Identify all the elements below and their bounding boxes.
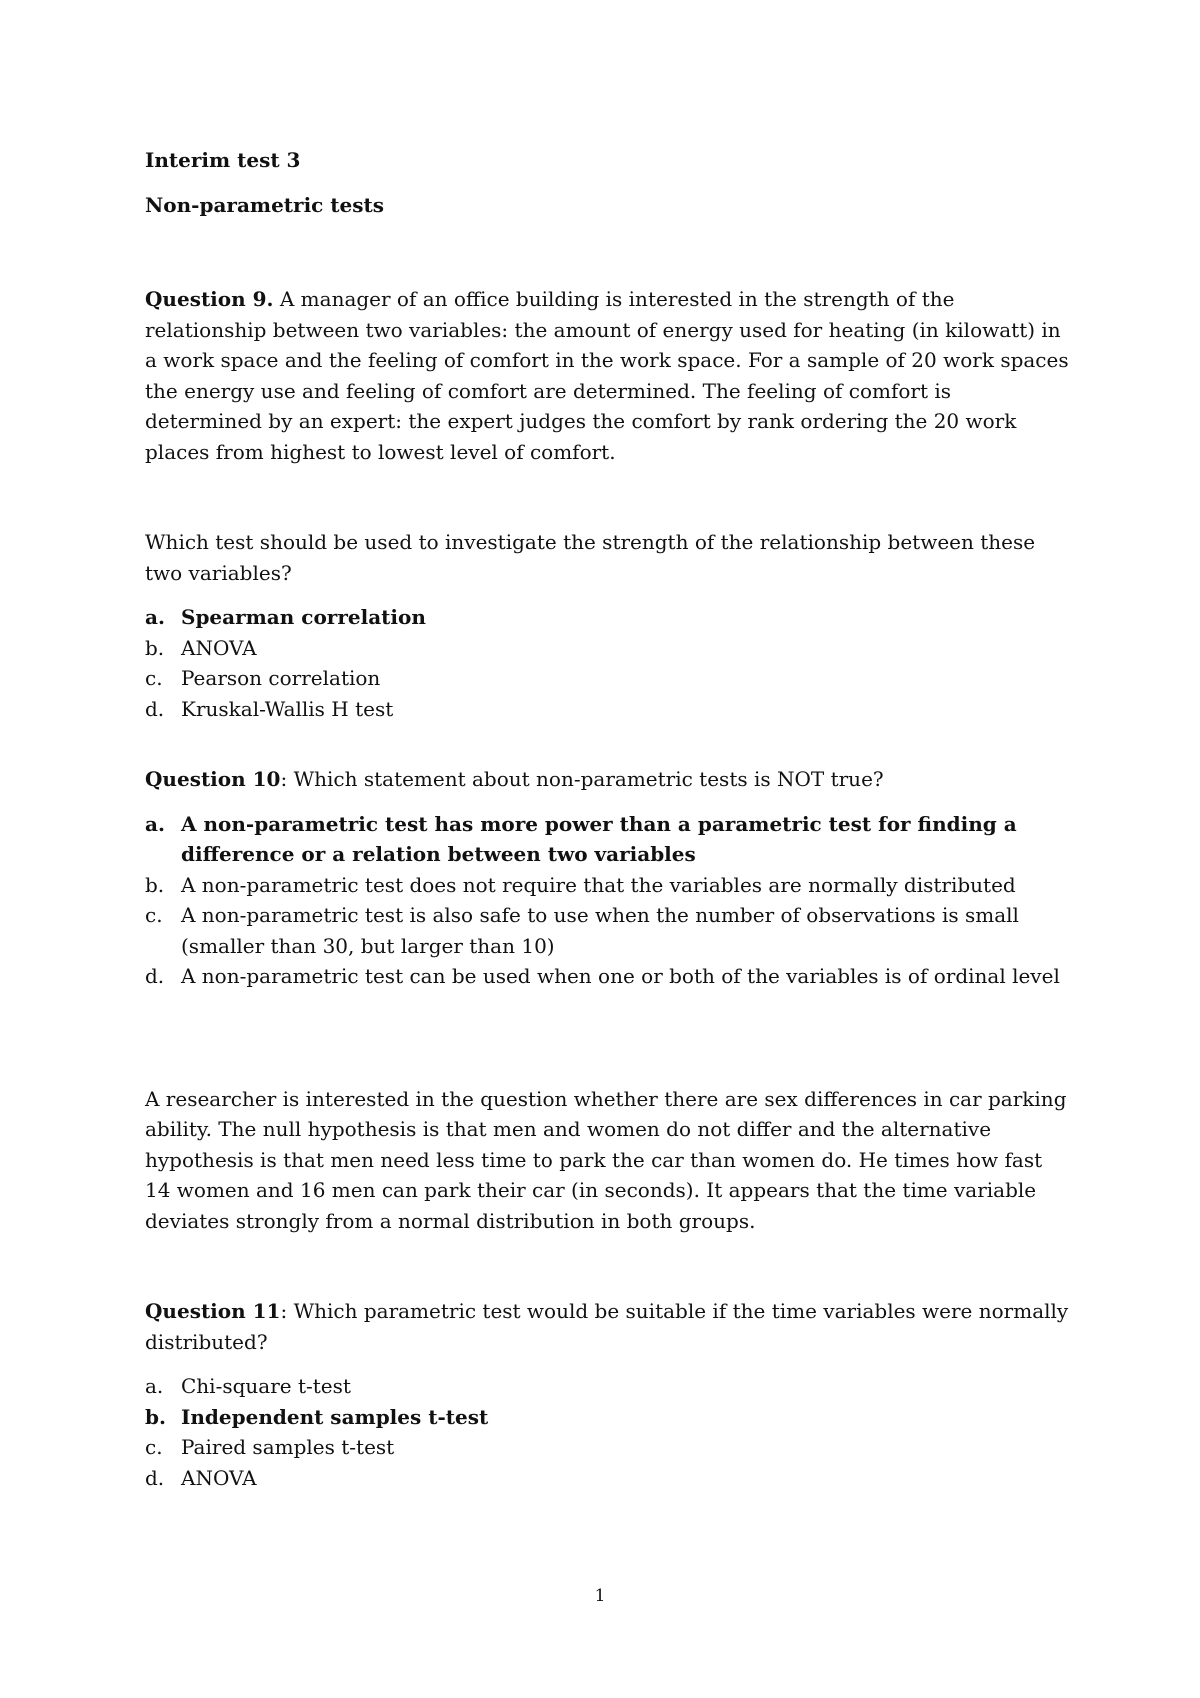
option-letter: a. [145,605,165,629]
option-text: A non-parametric test can be used when one or both of the variables is of ordinal level [181,964,1060,988]
option-letter: b. [145,872,165,897]
question-11-options [145,1371,1070,1493]
question-10-label: Question 10 [145,767,281,791]
option-text: ANOVA [181,635,257,660]
question-11-option-d [145,1463,1070,1494]
question-11-option-b [145,1402,1070,1433]
option-text: Independent samples t-test [181,1404,489,1429]
question-9-prompt: Which test should be used to investigate the strength of the relationship between these two variables? [145,530,1036,585]
question-10-options [145,809,1070,992]
option-text: ANOVA [181,1465,257,1490]
option-letter: a. [145,1374,164,1398]
scenario-paragraph: A researcher is interested in the question whether there are sex differences in car parking ability. The null hypothesis is that men and women do not differ and the alternative hypothesis is that men need less time to park the car than women do. He times how fast 14 women and 16 men can park their car (in seconds). It appears that the time variable deviates strongly from a normal distribution in both groups. [145,1086,1067,1233]
question-9-option-d [145,694,1070,725]
option-letter: a. [145,811,165,836]
document-title: Interim test 3 [145,148,301,172]
question-9-text: A manager of an office building is interested in the strength of the relationship between two variables: the amount of energy used for heating (in kilowatt) in a work space and the feeling of comfort in the work space. For a sample of 20 work spaces the energy use and feeling of comfort are determined. The feeling of comfort is determined by an expert: the expert judges the comfort by rank ordering the 20 work places from highest to lowest level of comfort. [145,287,1069,464]
question-10-option-a [145,809,1070,870]
question-9-option-c [145,663,1070,694]
option-text: Spearman correlation [181,605,426,629]
document-subtitle: Non-parametric tests [145,192,385,217]
option-text: Pearson correlation [181,666,381,690]
option-letter: d. [145,964,165,988]
question-9-option-a [145,602,1070,633]
page-content [145,145,1070,1493]
question-11-stem [145,1296,1070,1357]
option-text: Chi-square t-test [181,1374,351,1398]
question-9-label: Question 9. [145,287,274,311]
option-letter: b. [145,635,165,660]
question-10-option-d [145,961,1070,992]
option-text: A non-parametric test has more power than a parametric test for finding a difference or a relation between two variables [181,811,1017,866]
question-10-option-b [145,870,1070,901]
question-11-label: Question 11 [145,1299,281,1323]
question-9-option-b [145,633,1070,664]
question-9-options [145,602,1070,724]
option-letter: c. [145,903,163,927]
question-10-text: : Which statement about non-parametric tests is NOT true? [280,767,884,791]
question-11-option-c [145,1432,1070,1463]
question-11-text: : Which parametric test would be suitable if the time variables were normally distributed? [145,1299,1069,1354]
question-11-option-a [145,1371,1070,1402]
option-text: A non-parametric test is also safe to use when the number of observations is small (smaller than 30, but larger than 10) [181,903,1019,958]
option-letter: c. [145,1435,163,1459]
page-number: 1 [594,1586,606,1606]
option-letter: c. [145,666,163,690]
option-letter: d. [145,1465,165,1490]
option-letter: d. [145,696,165,721]
question-10-option-c [145,900,1070,961]
option-text: A non-parametric test does not require that the variables are normally distributed [181,872,1016,897]
option-text: Paired samples t-test [181,1435,395,1459]
option-text: Kruskal-Wallis H test [181,696,394,721]
question-9-stem [145,284,1070,467]
option-letter: b. [145,1404,166,1429]
question-10-stem [145,764,1070,795]
